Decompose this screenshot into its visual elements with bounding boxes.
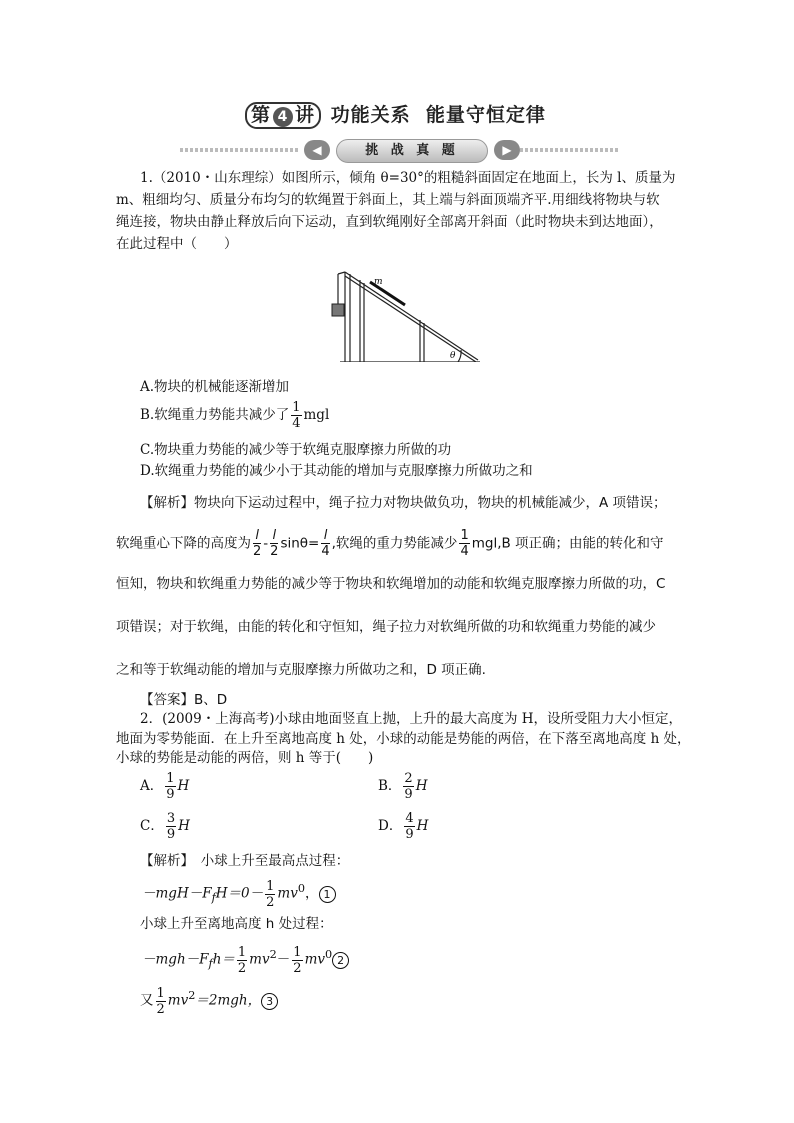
circled-number-1: 1 <box>319 886 336 903</box>
incline-figure <box>330 262 480 362</box>
lecture-badge: 第 4 讲 <box>245 102 321 129</box>
incline-surface <box>345 272 478 360</box>
q1-line-3: 绳连接，物块由静止释放后向下运动，直到软绳刚好全部离开斜面（此时物块未到达地面）， <box>116 214 663 230</box>
q1-option-d: D.软绳重力势能的减少小于其动能的增加与克服摩擦力所做功之和 <box>140 463 533 479</box>
q1-line-1: 1.（2010・山东理综）如图所示，倾角 θ=30°的粗糙斜面固定在地面上，长为 l、质量为 <box>140 170 676 186</box>
label-m: m <box>374 277 383 287</box>
incline-surface-lower <box>345 276 476 362</box>
q2-line-1: 2．(2009・上海高考)小球由地面竖直上抛，上升的最大高度为 H，设所受阻力大小恒定， <box>140 711 683 727</box>
q1-analysis-line-2: 软绳重心下降的高度为 $\frac{l}{2}$ - $\frac{l}{2}$ sinθ= $\frac{l}{4}$ ,软绳的重力势能减少 $\frac{1}{4}$ mgl,B 项正确；由能的转化和守 <box>116 528 664 559</box>
q2-equation-3: 又 $\frac{1}{2}$ $mv^2=2mgh$， 3 <box>140 986 278 1016</box>
q1-option-b: B.软绳重力势能共减少了 $\frac{1}{4}$ mgl <box>140 400 330 431</box>
q1-analysis-line-1: 【解析】物块向下运动过程中，绳子拉力对物块做负功，物块的机械能减少，A 项错误； <box>140 495 667 511</box>
q2-option-a: A． $\frac{1}{9}$ H <box>140 771 190 802</box>
q2-equation-2: $-mgh-F_fh=$ $\frac{1}{2}$ $mv^2-$ $\frac{1}{2}$ $mv^0$ 2 <box>142 945 349 975</box>
title-text: 功能关系 能量守恒定律 <box>330 104 546 126</box>
q2-option-b: B． $\frac{2}{9}$ H <box>378 771 428 802</box>
banner-dots-left <box>180 148 300 152</box>
banner-dots-right <box>520 148 620 152</box>
q1-analysis-line-3: 恒知，物块和软绳重力势能的减少等于物块和软绳增加的动能和软绳克服摩擦力所做的功，C <box>116 576 666 592</box>
q2-option-c: C． $\frac{3}{9}$ H <box>140 811 190 842</box>
page-title <box>245 100 546 129</box>
q1-line-2: m、粗细均匀、质量分布均匀的软绳置于斜面上，其上端与斜面顶端齐平.用细线将物块与软 <box>116 192 660 208</box>
q2-option-d: D． $\frac{4}{9}$ H <box>378 811 429 842</box>
block <box>332 304 344 316</box>
circled-number-2: 2 <box>332 952 349 969</box>
incline-diagram <box>338 272 480 362</box>
chevron-right-icon: ▶ <box>494 140 520 160</box>
circled-number-3: 3 <box>261 993 278 1010</box>
header <box>0 98 794 138</box>
chevron-left-icon: ◀ <box>304 140 330 160</box>
q2-line-2: 地面为零势能面．在上升至离地高度 h 处，小球的动能是势能的两倍，在下落至离地高度 h 处， <box>116 731 691 747</box>
q2-step-2-title: 小球上升至离地高度 h 处过程： <box>140 916 333 932</box>
q2-line-3: 小球的势能是动能的两倍，则 h 等于( ) <box>116 750 374 766</box>
q1-option-a: A.物块的机械能逐渐增加 <box>140 379 290 395</box>
q1-line-4: 在此过程中（ ） <box>116 236 238 252</box>
q2-equation-1: $-mgH-F_fH=0-$ $\frac{1}{2}$ $mv^0$， 1 <box>142 879 336 909</box>
label-theta: θ <box>450 351 456 361</box>
q1-option-c: C.物块重力势能的减少等于软绳克服摩擦力所做的功 <box>140 442 452 458</box>
q1-answer: 【答案】B、D <box>140 692 228 708</box>
section-banner <box>180 138 620 162</box>
q2-analysis-title: 【解析】 小球上升至最高点过程： <box>140 853 350 869</box>
banner-label: 挑 战 真 题 <box>336 139 488 163</box>
lecture-number: 4 <box>273 107 293 127</box>
q1-analysis-line-4: 项错误；对于软绳，由能的转化和守恒知，绳子拉力对软绳所做的功和软绳重力势能的减少 <box>116 619 656 635</box>
q1-analysis-line-5: 之和等于软绳动能的增加与克服摩擦力所做功之和，D 项正确. <box>116 662 486 678</box>
fraction: $\frac{1}{4}$ <box>292 400 301 431</box>
